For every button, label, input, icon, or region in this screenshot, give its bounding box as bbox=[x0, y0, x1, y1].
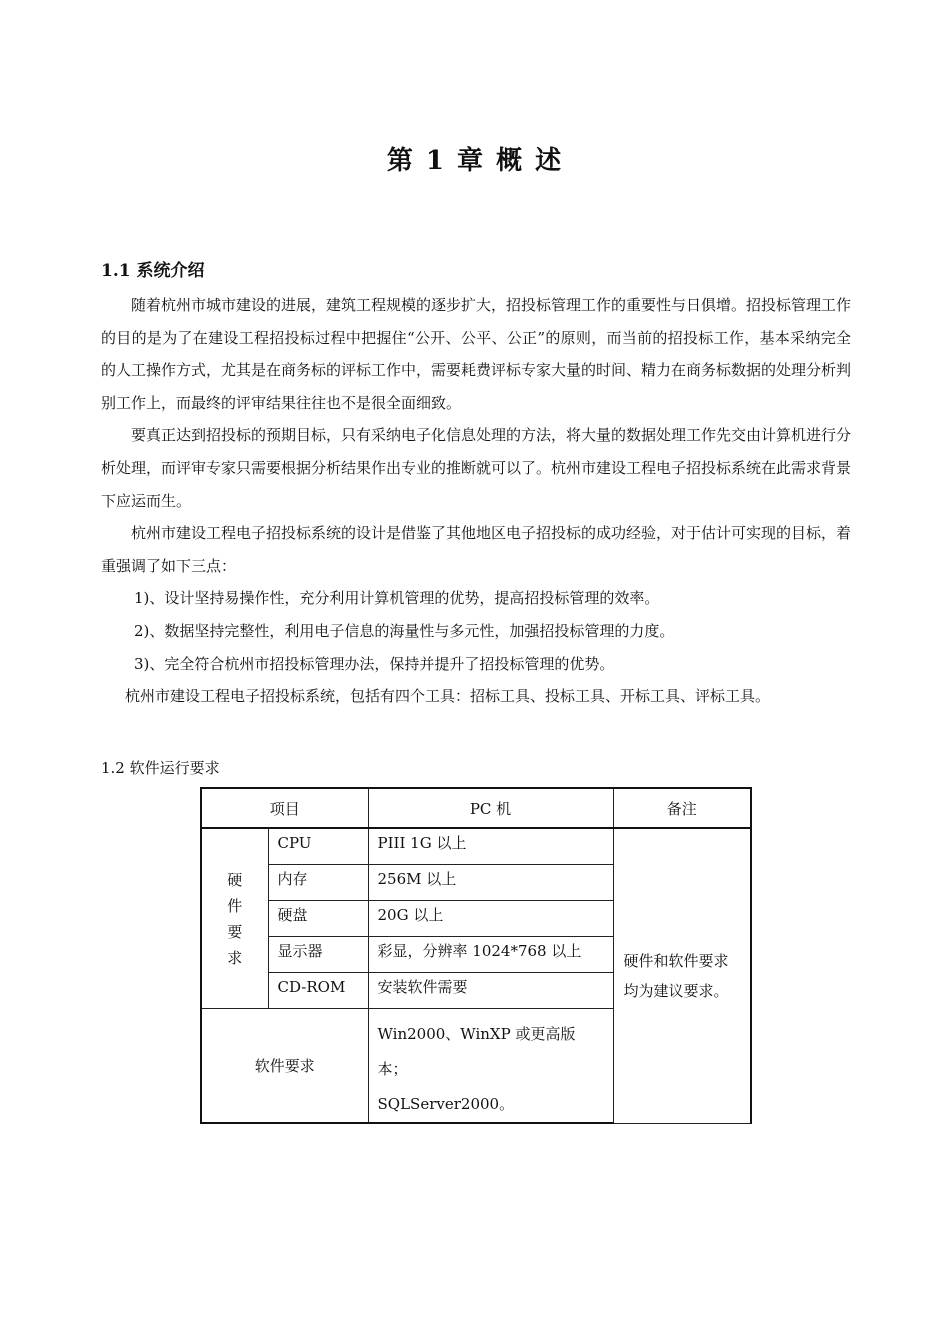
paragraph: 要真正达到招投标的预期目标，只有采纳电子化信息处理的方法，将大量的数据处理工作先交由计算机进行分析处理，而评审专家只需要根据分析结果作出专业的推断就可以了。杭州市建设工程电子招投标系统在此需求背景下应运而生。 bbox=[101, 426, 852, 510]
header-note: 备注 bbox=[613, 788, 751, 828]
hw-value: 安装软件需要 bbox=[368, 973, 613, 1009]
note-cell: 硬件和软件要求 均为建议要求。 bbox=[613, 828, 751, 1123]
hw-value: PIII 1G 以上 bbox=[368, 828, 613, 865]
section-heading-intro: 1.1 系统介绍 bbox=[101, 261, 205, 281]
table-header-row bbox=[201, 788, 751, 828]
list-item: 2)、数据坚持完整性，利用电子信息的海量性与多元性，加强招投标管理的力度。 bbox=[134, 621, 675, 640]
intro-body bbox=[101, 289, 851, 713]
requirements-table bbox=[200, 787, 752, 1124]
hw-value: 彩显，分辨率 1024*768 以上 bbox=[368, 937, 613, 973]
hw-value: 20G 以上 bbox=[368, 901, 613, 937]
paragraph: 随着杭州市城市建设的进展，建筑工程规模的逐步扩大，招投标管理工作的重要性与日俱增。招投标管理工作的目的是为了在建设工程招投标过程中把握住“公开、公平、公正”的原则，而当前的招投标工作，基本采纳完全的人工操作方式，尤其是在商务标的评标工作中，需要耗费评标专家大量的时间、精力在商务标数据的处理分析判别工作上，而最终的评审结果往往也不是很全面细致。 bbox=[101, 296, 852, 412]
paragraph: 杭州市建设工程电子招投标系统的设计是借鉴了其他地区电子招投标的成功经验，对于估计可实现的目标，着重强调了如下三点： bbox=[101, 524, 852, 575]
hardware-group-label: 硬 件 要 求 bbox=[201, 828, 268, 1009]
software-label: 软件要求 bbox=[201, 1009, 368, 1124]
list-item: 1)、设计坚持易操作性，充分利用计算机管理的优势，提高招投标管理的效率。 bbox=[134, 589, 660, 608]
chapter-title: 第 1 章 概 述 bbox=[386, 146, 564, 176]
list-item: 3)、完全符合杭州市招投标管理办法，保持并提升了招投标管理的优势。 bbox=[134, 654, 615, 673]
hw-item: CPU bbox=[268, 828, 368, 865]
header-item: 项目 bbox=[201, 788, 368, 828]
section-heading-requirements: 1.2 软件运行要求 bbox=[101, 759, 220, 777]
software-value: Win2000、WinXP 或更高版本； SQLServer2000。 bbox=[368, 1009, 613, 1124]
summary-paragraph: 杭州市建设工程电子招投标系统，包括有四个工具：招标工具、投标工具、开标工具、评标工具。 bbox=[125, 687, 771, 706]
header-pc: PC 机 bbox=[368, 788, 613, 828]
table-row bbox=[201, 828, 751, 865]
hw-value: 256M 以上 bbox=[368, 865, 613, 901]
hw-item: CD-ROM bbox=[268, 973, 368, 1009]
hw-item: 硬盘 bbox=[268, 901, 368, 937]
hw-item: 显示器 bbox=[268, 937, 368, 973]
hw-item: 内存 bbox=[268, 865, 368, 901]
